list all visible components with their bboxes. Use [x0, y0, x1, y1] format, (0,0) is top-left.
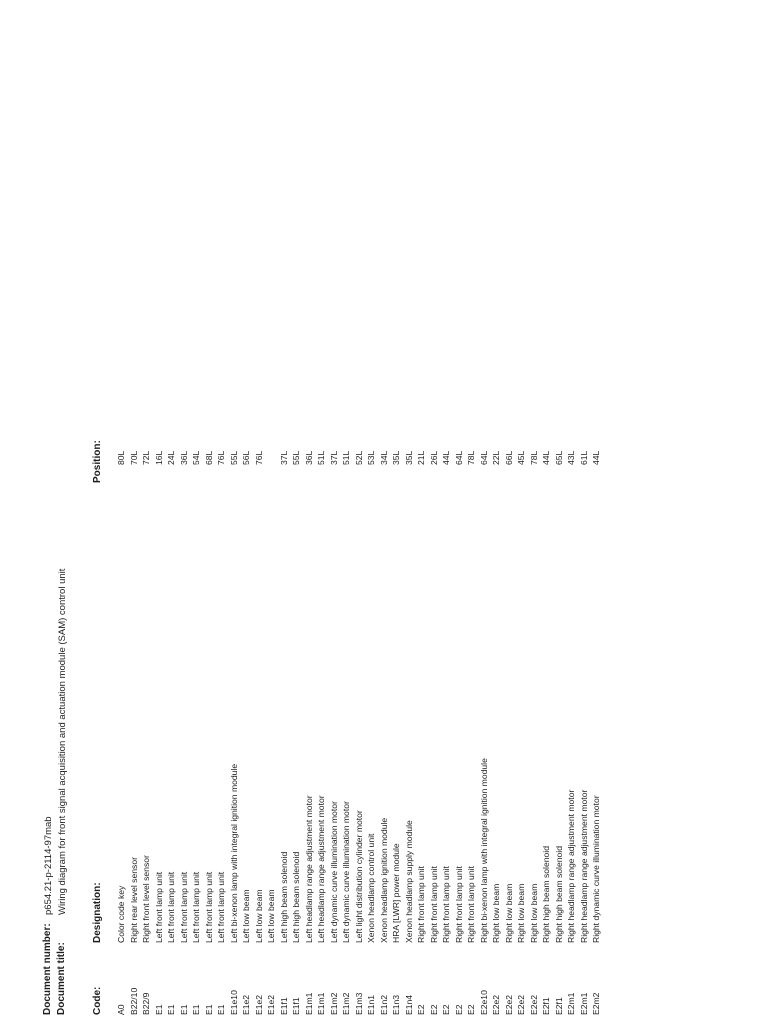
table-row — [140, 440, 153, 1015]
row-designation: Left front lamp unit — [153, 871, 164, 943]
row-designation: Right rear level sensor — [128, 857, 139, 943]
row-designation: Right high beam solenoid — [553, 846, 564, 943]
table-row — [178, 440, 191, 1015]
row-designation: Right low beam — [491, 883, 501, 943]
row-position: 80L — [116, 450, 126, 465]
row-position: 56L — [241, 450, 251, 465]
row-position: 44L — [591, 450, 601, 465]
document-number-value: p654.21-p-2114-97mab — [43, 816, 54, 915]
table-row — [365, 440, 378, 1015]
row-code: E1 — [203, 1004, 214, 1015]
row-position: 44L — [441, 450, 451, 465]
row-code: E1e2 — [253, 994, 264, 1015]
row-designation: Left front lamp unit — [166, 871, 176, 943]
table-row — [553, 440, 566, 1015]
row-designation: Left dynamic curve illumination motor — [341, 801, 351, 943]
table-row — [303, 440, 316, 1015]
table-row — [590, 440, 603, 1015]
row-designation: Left light distribution cylinder motor — [353, 810, 364, 943]
designation-column-header: Designation: — [92, 882, 103, 943]
row-code: E2e2 — [491, 994, 501, 1015]
table-row — [228, 440, 241, 1015]
row-position: 68L — [203, 450, 214, 465]
row-code: E1e10 — [228, 990, 239, 1015]
row-position: 22L — [491, 450, 501, 465]
row-position: 78L — [466, 450, 476, 465]
row-code: E1 — [191, 1004, 201, 1015]
row-designation: Left front lamp unit — [191, 871, 201, 943]
row-position: 64L — [478, 450, 489, 465]
row-designation: Left front lamp unit — [203, 871, 214, 943]
row-position: 34L — [378, 450, 389, 465]
row-code: B22/10 — [128, 987, 139, 1015]
row-code: E2 — [453, 1004, 464, 1015]
row-code: E1e2 — [266, 994, 276, 1015]
row-position: 35L — [403, 450, 414, 465]
table-row — [190, 440, 203, 1015]
row-code: E2e2 — [503, 994, 514, 1015]
row-position: 78L — [528, 450, 539, 465]
row-designation: Xenon headlamp ignition module — [378, 817, 389, 943]
table-row — [503, 440, 516, 1015]
table-row — [578, 440, 591, 1015]
table-row — [540, 440, 553, 1015]
table-row — [315, 440, 328, 1015]
row-designation: Right front lamp unit — [441, 866, 451, 943]
row-code: E1m1 — [303, 992, 314, 1015]
row-code: E1e2 — [241, 994, 251, 1015]
row-designation: Left headlamp range adjustment motor — [303, 795, 314, 943]
document-title-value: Wiring diagram for front signal acquisition and actuation module (SAM) control unit — [57, 568, 68, 915]
row-code: E1 — [166, 1004, 176, 1015]
row-code: E1 — [178, 1004, 189, 1015]
table-row — [528, 440, 541, 1015]
table-row — [390, 440, 403, 1015]
table-row — [403, 440, 416, 1015]
table-row — [340, 440, 353, 1015]
row-designation: Left bi-xenon lamp with integral ignition module — [228, 763, 239, 943]
row-position: 36L — [178, 450, 189, 465]
row-code: E1m3 — [353, 992, 364, 1015]
row-code: E1n1 — [366, 994, 376, 1015]
row-code: E2m1 — [578, 992, 589, 1015]
row-code: E1m1 — [316, 992, 326, 1015]
table-row — [215, 440, 228, 1015]
row-code: E1m2 — [341, 992, 351, 1015]
table-row — [353, 440, 366, 1015]
row-position: 35L — [391, 450, 401, 465]
table-row — [465, 440, 478, 1015]
table-row — [128, 440, 141, 1015]
row-code: E2f1 — [553, 997, 564, 1015]
row-code: E2e2 — [516, 994, 526, 1015]
row-designation: Left low beam — [241, 889, 251, 943]
row-designation: Right high beam solenoid — [541, 846, 551, 943]
row-position: 70L — [128, 450, 139, 465]
row-designation: Left dynamic curve illumination motor — [328, 801, 339, 943]
component-table — [115, 440, 603, 1015]
row-designation: Left headlamp range adjustment motor — [316, 795, 326, 943]
row-position: 61L — [578, 450, 589, 465]
table-row — [240, 440, 253, 1015]
table-row — [328, 440, 341, 1015]
position-column-header: Position: — [92, 440, 103, 483]
row-code: E2 — [441, 1004, 451, 1015]
row-designation: Right low beam — [528, 883, 539, 943]
rotated-document-page — [42, 440, 602, 1015]
row-designation: Left low beam — [253, 889, 264, 943]
row-position: 65L — [553, 450, 564, 465]
table-row — [265, 440, 278, 1015]
row-code: E2m1 — [566, 992, 576, 1015]
document-title-label: Document title: — [56, 942, 67, 1015]
row-position: 76L — [253, 450, 264, 465]
row-designation: Right front lamp unit — [428, 866, 439, 943]
row-designation: Right bi-xenon lamp with integral ignition module — [478, 758, 489, 943]
table-row — [378, 440, 391, 1015]
row-code: E2e10 — [478, 990, 489, 1015]
row-position: 37L — [328, 450, 339, 465]
table-row — [153, 440, 166, 1015]
table-row — [253, 440, 266, 1015]
row-designation: Left high beam solenoid — [291, 851, 301, 943]
row-position: 55L — [291, 450, 301, 465]
row-position: 76L — [216, 450, 226, 465]
table-row — [165, 440, 178, 1015]
row-designation: Right low beam — [516, 883, 526, 943]
row-designation: Left front lamp unit — [216, 871, 226, 943]
table-row — [415, 440, 428, 1015]
row-designation: Right front lamp unit — [416, 866, 426, 943]
row-code: E2 — [466, 1004, 476, 1015]
row-code: A0 — [116, 1004, 126, 1015]
table-row — [440, 440, 453, 1015]
table-row — [453, 440, 466, 1015]
row-code: E1 — [216, 1004, 226, 1015]
row-position: 16L — [153, 450, 164, 465]
row-code: E1n3 — [391, 994, 401, 1015]
table-row — [490, 440, 503, 1015]
row-position: 52L — [353, 450, 364, 465]
row-code: E1n4 — [403, 994, 414, 1015]
row-designation: Left low beam — [266, 889, 276, 943]
row-code: E2e2 — [528, 994, 539, 1015]
table-row — [565, 440, 578, 1015]
row-code: E2 — [416, 1004, 426, 1015]
row-designation: Right front level sensor — [141, 855, 151, 943]
document-number-label: Document number: — [42, 923, 53, 1015]
row-position: 51L — [316, 450, 326, 465]
row-code: E2f1 — [541, 997, 551, 1015]
row-designation: Right low beam — [503, 883, 514, 943]
row-designation: Left front lamp unit — [178, 871, 189, 943]
row-position: 72L — [141, 450, 151, 465]
row-position: 37L — [278, 450, 289, 465]
row-designation: Right headlamp range adjustment motor — [578, 789, 589, 943]
row-position: 55L — [228, 450, 239, 465]
code-column-header: Code: — [92, 986, 103, 1015]
row-designation: Color code key — [116, 885, 126, 943]
row-position: 53L — [366, 450, 376, 465]
row-designation: Xenon headlamp control unit — [366, 833, 376, 943]
row-code: E2m2 — [591, 992, 601, 1015]
row-code: B22/9 — [141, 992, 151, 1015]
row-code: E1m2 — [328, 992, 339, 1015]
row-designation: HRA [LWR] power module — [391, 843, 401, 943]
row-code: E1n2 — [378, 994, 389, 1015]
table-row — [203, 440, 216, 1015]
row-position: 54L — [191, 450, 201, 465]
row-designation: Left high beam solenoid — [278, 851, 289, 943]
row-position: 44L — [541, 450, 551, 465]
row-code: E1 — [153, 1004, 164, 1015]
table-row — [478, 440, 491, 1015]
row-position: 64L — [453, 450, 464, 465]
row-code: E1f1 — [278, 997, 289, 1015]
row-designation: Right front lamp unit — [466, 866, 476, 943]
row-position: 66L — [503, 450, 514, 465]
row-position: 24L — [166, 450, 176, 465]
row-code: E1f1 — [291, 997, 301, 1015]
row-position: 51L — [341, 450, 351, 465]
row-position: 21L — [416, 450, 426, 465]
row-designation: Right front lamp unit — [453, 866, 464, 943]
row-position: 36L — [303, 450, 314, 465]
table-row — [278, 440, 291, 1015]
row-designation: Right dynamic curve illumination motor — [591, 795, 601, 943]
row-position: 45L — [516, 450, 526, 465]
table-row — [515, 440, 528, 1015]
row-designation: Right headlamp range adjustment motor — [566, 789, 576, 943]
table-row — [115, 440, 128, 1015]
table-row — [428, 440, 441, 1015]
row-position: 43L — [566, 450, 576, 465]
row-designation: Xenon headlamp supply module — [403, 820, 414, 943]
row-position: 26L — [428, 450, 439, 465]
table-row — [290, 440, 303, 1015]
row-code: E2 — [428, 1004, 439, 1015]
